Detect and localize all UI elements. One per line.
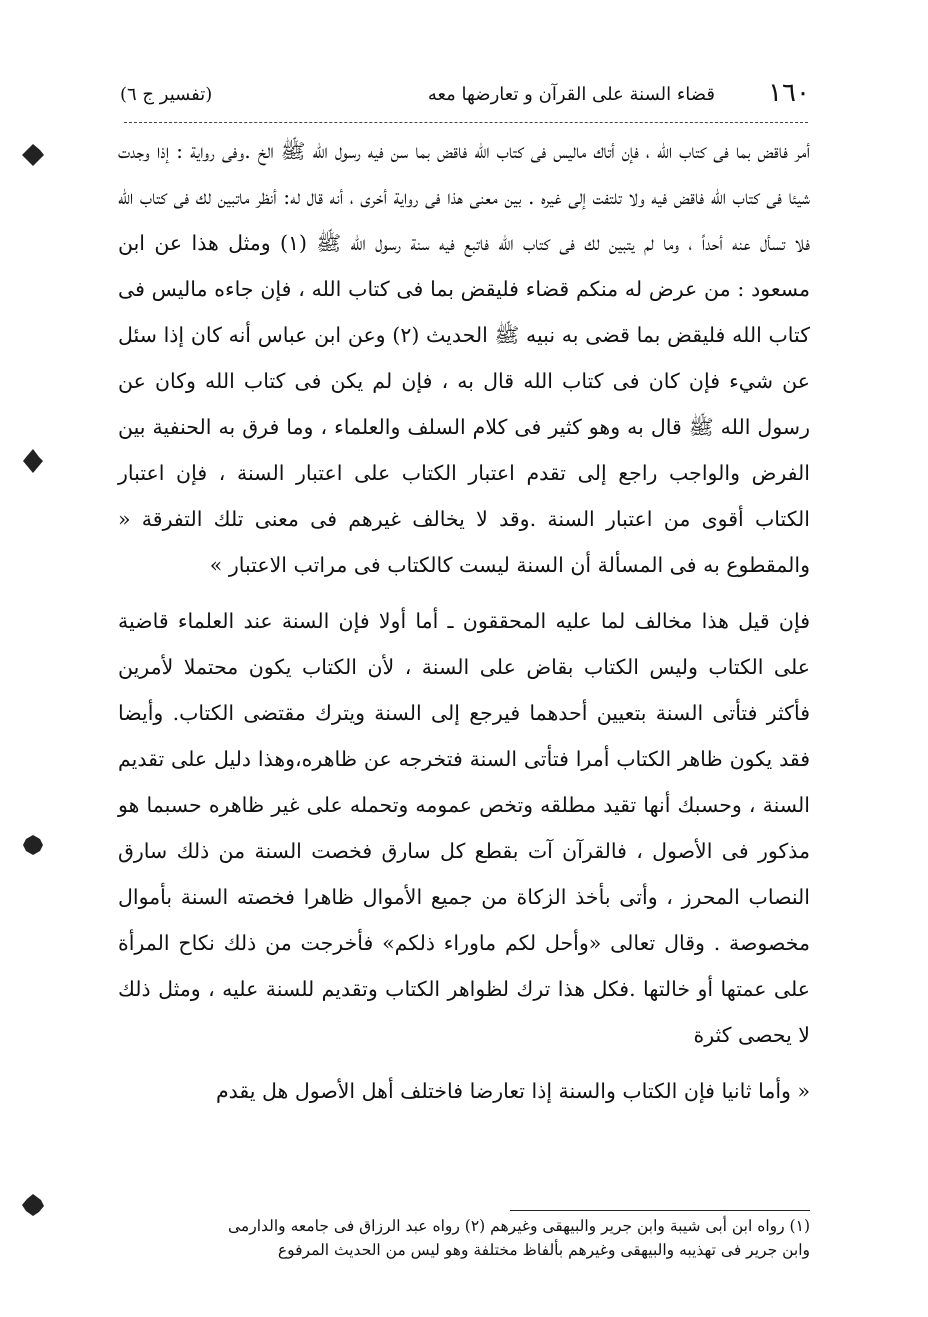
paragraph-1: أمر فاقض بما فى كتاب الله ، فإن أتاك ماليس فى كتاب الله فاقض بما سن فيه رسول الله ﷺ الخ .وفى رواية : إذا وجدت شيئا فى كتاب الله فاقض فيه ولا تلتفت إلى غيره . بين معنى هذا فى رواية أخرى ، أنه قال له: أنظر ماتبين لك فى كتاب الله فلا تسأل عنه أحداً ، وما لم يتبين لك فى كتاب الله فاتبع فيه سنة رسول الله ﷺ (١) ومثل هذا عن ابن مسعود : من عرض له منكم قضاء فليقض بما فى كتاب الله ، فإن جاءه ماليس فى كتاب الله فليقض بما قضى به نبيه ﷺ الحديث (٢) وعن ابن عباس أنه كان إذا سئل عن شيء فإن كان فى كتاب الله قال به ، فإن لم يكن فى كتاب الله وكان عن رسول الله ﷺ قال به وهو كثير فى كلام السلف والعلماء ، وما فرق به الحنفية بين الفرض والواجب راجع إلى تقدم اعتبار الكتاب على اعتبار السنة ، فإن اعتبار الكتاب أقوى من اعتبار السنة .وقد لا يخالف غيرهم فى معنى تلك التفرقة « والمقطوع به فى المسألة أن السنة ليست كالكتاب فى مراتب الاعتبار » (118, 139, 811, 577)
footnote-line-2: وابن جرير فى تهذيبه والبيهقى وغيرهم بألفاظ مختلفة وهو ليس من الحديث المرفوع (277, 1241, 810, 1259)
main-text (118, 128, 810, 1114)
binding-hole-mark-icon (20, 1192, 46, 1218)
footnote-rule (510, 1210, 810, 1211)
header-book-reference: (تفسير ج ٦) (120, 84, 213, 105)
header-rule (124, 122, 808, 123)
binding-hole-mark-icon (20, 832, 46, 858)
binding-hole-mark-icon (20, 448, 46, 474)
page-number: ١٦٠ (768, 78, 810, 108)
binding-hole-mark-icon (20, 142, 46, 168)
header-title: قضاء السنة على القرآن و تعارضها معه (427, 84, 715, 105)
footnotes (118, 1214, 810, 1262)
paragraph-2: فإن قيل هذا مخالف لما عليه المحققون ـ أما أولا فإن السنة عند العلماء قاضية على الكتاب وليس الكتاب بقاض على السنة ، لأن الكتاب يكون محتملا لأمرين فأكثر فتأتى السنة بتعيين أحدهما فيرجع إلى السنة ويترك مقتضى الكتاب. وأيضا فقد يكون ظاهر الكتاب أمرا فتأتى السنة فتخرجه عن ظاهره،وهذا دليل على تقديم السنة ، وحسبك أنها تقيد مطلقه وتخص عمومه وتحمله على غير ظاهره حسبما هو مذكور فى الأصول ، فالقرآن آت بقطع كل سارق فخصت السنة من ذلك سارق النصاب المحرز ، وأتى بأخذ الزكاة من جميع الأموال ظاهرا فخصته السنة بأموال مخصوصة . وقال تعالى «وأحل لكم ماوراء ذلكم» فأخرجت من ذلك نكاح المرأة على عمتها أو خالتها .فكل هذا ترك لظواهر الكتاب وتقديم للسنة عليه ، ومثل ذلك لا يحصى كثرة (118, 609, 810, 1047)
running-header (120, 78, 810, 118)
footnote-line-1: (١) رواه ابن أبى شيبة وابن جرير والبيهقى وغيرهم (٢) رواه عبد الرزاق فى جامعه والدارمى (227, 1217, 810, 1235)
paragraph-3: « وأما ثانيا فإن الكتاب والسنة إذا تعارضا فاختلف أهل الأصول هل يقدم (215, 1079, 810, 1103)
